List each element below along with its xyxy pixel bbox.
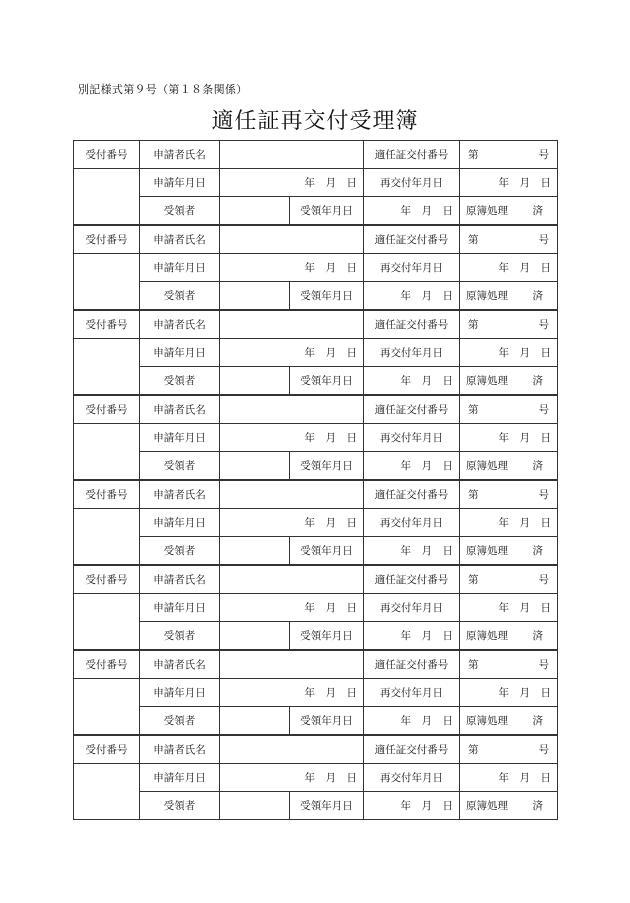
reissue-date-field[interactable]: 年 月 日 <box>460 594 558 622</box>
cert-no-label: 適任証交付番号 <box>364 225 460 254</box>
reissue-date-label: 再交付年月日 <box>364 254 460 282</box>
cert-no-label: 適任証交付番号 <box>364 395 460 424</box>
receipt-date-field[interactable]: 年 月 日 <box>364 792 460 820</box>
receipt-date-label: 受領年月日 <box>290 792 364 820</box>
application-date-label: 申請年月日 <box>140 169 220 197</box>
entry-row-receipt <box>74 197 558 226</box>
receipt-no-label: 受付番号 <box>74 310 140 339</box>
receipt-date-label: 受領年月日 <box>290 537 364 566</box>
ledger-processing-cell[interactable] <box>460 622 558 651</box>
applicant-name-field[interactable] <box>220 225 364 254</box>
cert-no-label: 適任証交付番号 <box>364 310 460 339</box>
ledger-processing-cell[interactable] <box>460 197 558 226</box>
reissue-date-field[interactable]: 年 月 日 <box>460 424 558 452</box>
application-date-label: 申請年月日 <box>140 424 220 452</box>
receipt-no-field[interactable] <box>74 424 140 481</box>
cert-no-go: 号 <box>538 404 549 416</box>
receipt-no-field[interactable] <box>74 764 140 820</box>
ledger-processing-cell[interactable] <box>460 537 558 566</box>
cert-no-field[interactable] <box>460 565 558 594</box>
applicant-name-field[interactable] <box>220 480 364 509</box>
entry-row-dates <box>74 254 558 282</box>
cert-no-dai: 第 <box>468 319 479 331</box>
entry-row-dates <box>74 169 558 197</box>
ledger-processing-label: 原簿処理 <box>466 630 508 642</box>
reissue-date-label: 再交付年月日 <box>364 764 460 792</box>
entry-row-applicant <box>74 225 558 254</box>
cert-no-dai: 第 <box>468 234 479 246</box>
receipt-no-label: 受付番号 <box>74 650 140 679</box>
recipient-field[interactable] <box>220 452 290 481</box>
cert-no-go: 号 <box>538 234 549 246</box>
recipient-label: 受領者 <box>140 622 220 651</box>
entry-row-receipt <box>74 707 558 736</box>
entry-row-applicant <box>74 565 558 594</box>
receipt-no-label: 受付番号 <box>74 565 140 594</box>
recipient-label: 受領者 <box>140 707 220 736</box>
receipt-no-field[interactable] <box>74 679 140 736</box>
reissue-date-field[interactable]: 年 月 日 <box>460 254 558 282</box>
cert-no-field[interactable] <box>460 141 558 169</box>
cert-no-label: 適任証交付番号 <box>364 480 460 509</box>
entry-row-receipt <box>74 282 558 311</box>
reissue-date-label: 再交付年月日 <box>364 169 460 197</box>
page-title: 適任証再交付受理簿 <box>211 109 419 134</box>
ledger-processing-done: 済 <box>532 545 543 557</box>
entry-row-dates <box>74 594 558 622</box>
entry-row-applicant <box>74 735 558 764</box>
reissue-date-label: 再交付年月日 <box>364 424 460 452</box>
entry-row-dates <box>74 764 558 792</box>
receipt-date-field[interactable]: 年 月 日 <box>364 707 460 736</box>
recipient-label: 受領者 <box>140 282 220 311</box>
application-date-field[interactable]: 年 月 日 <box>220 169 364 197</box>
application-date-label: 申請年月日 <box>140 679 220 707</box>
entry-row-receipt <box>74 537 558 566</box>
entry-row-dates <box>74 339 558 367</box>
applicant-name-field[interactable] <box>220 650 364 679</box>
receipt-no-label: 受付番号 <box>74 141 140 169</box>
recipient-label: 受領者 <box>140 537 220 566</box>
ledger-processing-done: 済 <box>532 205 543 217</box>
cert-no-go: 号 <box>538 574 549 586</box>
cert-no-label: 適任証交付番号 <box>364 565 460 594</box>
reissue-date-field[interactable]: 年 月 日 <box>460 509 558 537</box>
ledger-processing-done: 済 <box>532 375 543 387</box>
applicant-name-label: 申請者氏名 <box>140 735 220 764</box>
receipt-no-field[interactable] <box>74 594 140 651</box>
entry-row-applicant <box>74 395 558 424</box>
application-date-label: 申請年月日 <box>140 594 220 622</box>
cert-no-dai: 第 <box>468 744 479 756</box>
receipt-date-field[interactable]: 年 月 日 <box>364 197 460 226</box>
receipt-date-field[interactable]: 年 月 日 <box>364 622 460 651</box>
ledger-processing-done: 済 <box>532 800 543 812</box>
cert-no-label: 適任証交付番号 <box>364 735 460 764</box>
entry-row-receipt <box>74 367 558 396</box>
recipient-label: 受領者 <box>140 197 220 226</box>
receipt-date-label: 受領年月日 <box>290 367 364 396</box>
recipient-field[interactable] <box>220 622 290 651</box>
recipient-field[interactable] <box>220 197 290 226</box>
recipient-field[interactable] <box>220 707 290 736</box>
ledger-processing-done: 済 <box>532 290 543 302</box>
applicant-name-label: 申請者氏名 <box>140 225 220 254</box>
reissue-date-label: 再交付年月日 <box>364 509 460 537</box>
applicant-name-field[interactable] <box>220 310 364 339</box>
receipt-no-field[interactable] <box>74 339 140 396</box>
applicant-name-field[interactable] <box>220 565 364 594</box>
recipient-label: 受領者 <box>140 367 220 396</box>
form-caption: 別記様式第９号（第１８条関係） <box>78 83 248 96</box>
reissue-date-field[interactable]: 年 月 日 <box>460 169 558 197</box>
entry-row-applicant <box>74 480 558 509</box>
ledger-processing-label: 原簿処理 <box>466 205 508 217</box>
receipt-date-field[interactable]: 年 月 日 <box>364 282 460 311</box>
cert-no-label: 適任証交付番号 <box>364 650 460 679</box>
cert-no-field[interactable] <box>460 225 558 254</box>
applicant-name-field[interactable] <box>220 735 364 764</box>
ledger-processing-cell[interactable] <box>460 707 558 736</box>
cert-no-dai: 第 <box>468 489 479 501</box>
receipt-date-field[interactable]: 年 月 日 <box>364 367 460 396</box>
applicant-name-label: 申請者氏名 <box>140 310 220 339</box>
entry-row-dates <box>74 424 558 452</box>
ledger-body <box>74 141 558 820</box>
ledger-processing-cell[interactable] <box>460 792 558 820</box>
cert-no-go: 号 <box>538 319 549 331</box>
cert-no-field[interactable] <box>460 310 558 339</box>
entry-row-applicant <box>74 310 558 339</box>
receipt-no-label: 受付番号 <box>74 480 140 509</box>
application-date-field[interactable]: 年 月 日 <box>220 594 364 622</box>
ledger-processing-done: 済 <box>532 630 543 642</box>
cert-no-dai: 第 <box>468 404 479 416</box>
application-date-label: 申請年月日 <box>140 339 220 367</box>
cert-no-field[interactable] <box>460 650 558 679</box>
cert-no-go: 号 <box>538 659 549 671</box>
receipt-date-label: 受領年月日 <box>290 282 364 311</box>
reissue-date-label: 再交付年月日 <box>364 679 460 707</box>
receipt-date-label: 受領年月日 <box>290 197 364 226</box>
cert-no-field[interactable] <box>460 395 558 424</box>
reissue-date-field[interactable]: 年 月 日 <box>460 764 558 792</box>
application-date-field[interactable]: 年 月 日 <box>220 509 364 537</box>
ledger-processing-cell[interactable] <box>460 367 558 396</box>
application-date-label: 申請年月日 <box>140 509 220 537</box>
entry-row-dates <box>74 679 558 707</box>
applicant-name-label: 申請者氏名 <box>140 565 220 594</box>
cert-no-go: 号 <box>538 744 549 756</box>
cert-no-field[interactable] <box>460 480 558 509</box>
receipt-no-label: 受付番号 <box>74 395 140 424</box>
application-date-field[interactable]: 年 月 日 <box>220 254 364 282</box>
reissue-date-label: 再交付年月日 <box>364 339 460 367</box>
application-date-field[interactable]: 年 月 日 <box>220 764 364 792</box>
cert-no-go: 号 <box>538 489 549 501</box>
receipt-no-label: 受付番号 <box>74 225 140 254</box>
applicant-name-label: 申請者氏名 <box>140 650 220 679</box>
recipient-label: 受領者 <box>140 452 220 481</box>
ledger-processing-cell[interactable] <box>460 452 558 481</box>
recipient-label: 受領者 <box>140 792 220 820</box>
receipt-no-field[interactable] <box>74 509 140 566</box>
ledger-processing-done: 済 <box>532 460 543 472</box>
reissue-ledger-table <box>73 140 558 820</box>
recipient-field[interactable] <box>220 537 290 566</box>
recipient-field[interactable] <box>220 282 290 311</box>
application-date-label: 申請年月日 <box>140 764 220 792</box>
application-date-field[interactable]: 年 月 日 <box>220 424 364 452</box>
receipt-date-label: 受領年月日 <box>290 707 364 736</box>
application-date-label: 申請年月日 <box>140 254 220 282</box>
entry-row-receipt <box>74 452 558 481</box>
ledger-processing-label: 原簿処理 <box>466 460 508 472</box>
cert-no-dai: 第 <box>468 659 479 671</box>
receipt-no-field[interactable] <box>74 254 140 311</box>
receipt-date-label: 受領年月日 <box>290 452 364 481</box>
reissue-date-label: 再交付年月日 <box>364 594 460 622</box>
entry-row-receipt <box>74 792 558 820</box>
cert-no-go: 号 <box>538 149 549 161</box>
receipt-no-field[interactable] <box>74 169 140 226</box>
entry-row-applicant <box>74 141 558 169</box>
application-date-field[interactable]: 年 月 日 <box>220 339 364 367</box>
reissue-date-field[interactable]: 年 月 日 <box>460 339 558 367</box>
ledger-processing-label: 原簿処理 <box>466 290 508 302</box>
receipt-date-field[interactable]: 年 月 日 <box>364 452 460 481</box>
applicant-name-label: 申請者氏名 <box>140 480 220 509</box>
recipient-field[interactable] <box>220 792 290 820</box>
entry-row-receipt <box>74 622 558 651</box>
applicant-name-label: 申請者氏名 <box>140 395 220 424</box>
applicant-name-field[interactable] <box>220 395 364 424</box>
cert-no-label: 適任証交付番号 <box>364 141 460 169</box>
receipt-date-label: 受領年月日 <box>290 622 364 651</box>
applicant-name-label: 申請者氏名 <box>140 141 220 169</box>
cert-no-field[interactable] <box>460 735 558 764</box>
ledger-processing-label: 原簿処理 <box>466 800 508 812</box>
ledger-processing-label: 原簿処理 <box>466 715 508 727</box>
application-date-field[interactable]: 年 月 日 <box>220 679 364 707</box>
reissue-date-field[interactable]: 年 月 日 <box>460 679 558 707</box>
entry-row-applicant <box>74 650 558 679</box>
ledger-processing-label: 原簿処理 <box>466 375 508 387</box>
cert-no-dai: 第 <box>468 149 479 161</box>
ledger-processing-done: 済 <box>532 715 543 727</box>
ledger-processing-label: 原簿処理 <box>466 545 508 557</box>
cert-no-dai: 第 <box>468 574 479 586</box>
entry-row-dates <box>74 509 558 537</box>
ledger-processing-cell[interactable] <box>460 282 558 311</box>
applicant-name-field[interactable] <box>220 141 364 169</box>
receipt-date-field[interactable]: 年 月 日 <box>364 537 460 566</box>
recipient-field[interactable] <box>220 367 290 396</box>
receipt-no-label: 受付番号 <box>74 735 140 764</box>
